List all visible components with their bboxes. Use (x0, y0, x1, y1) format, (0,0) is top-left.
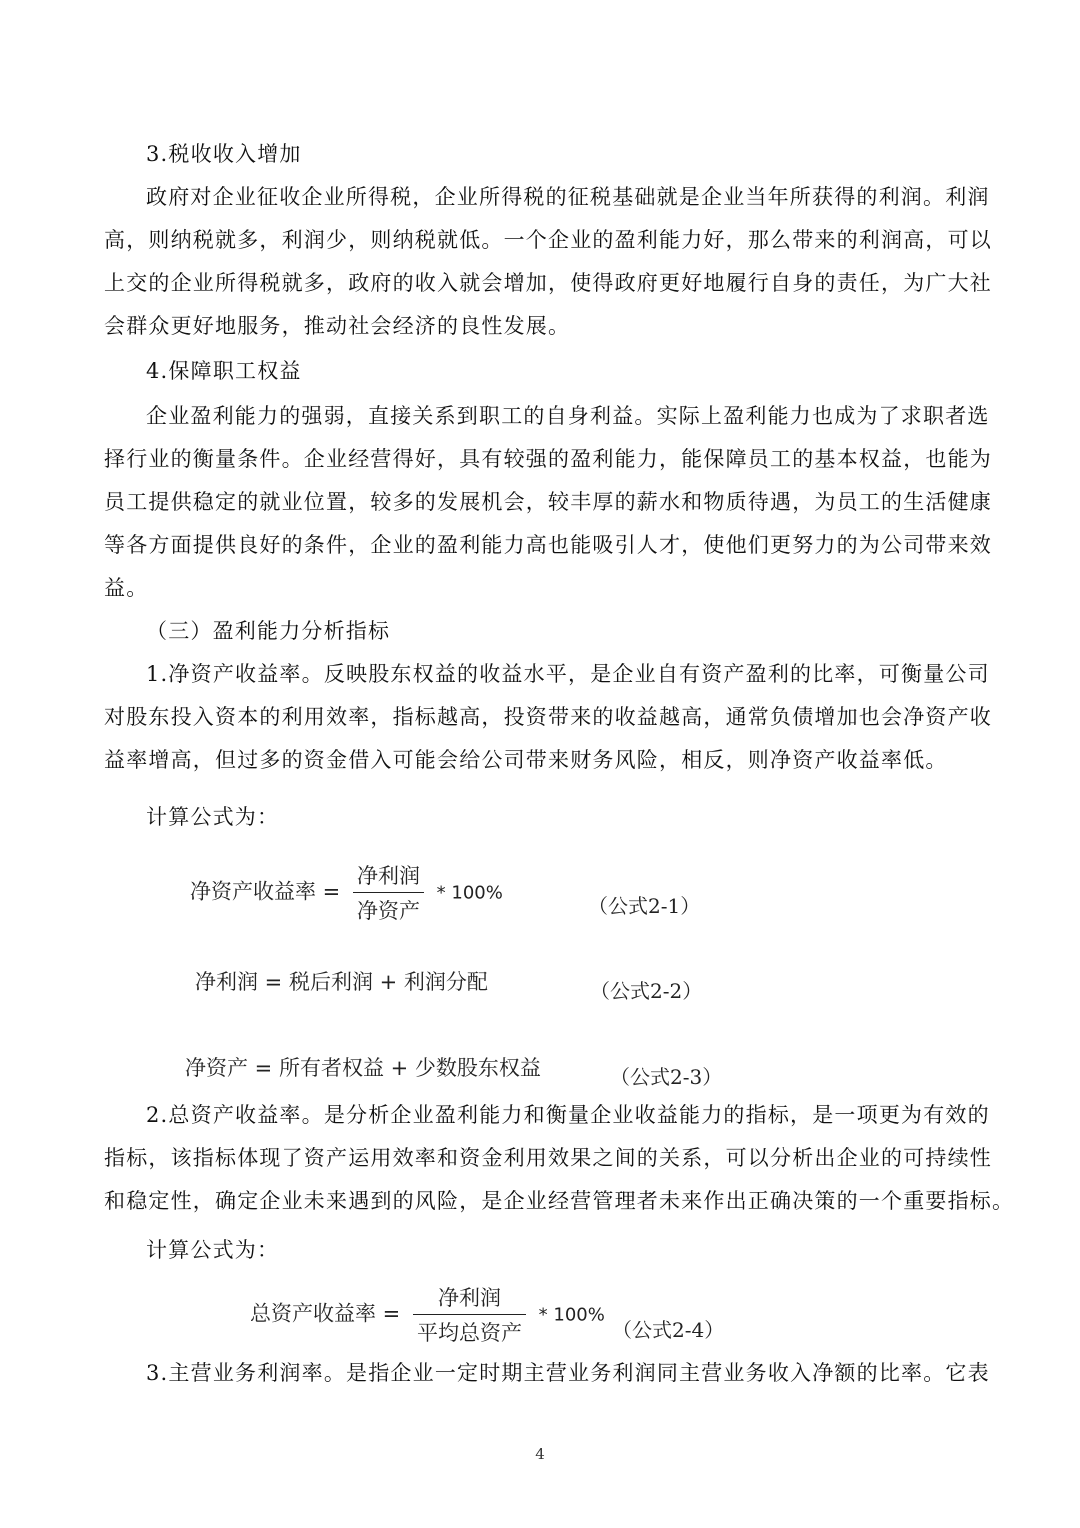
formula-intro: 计算公式为： (146, 805, 280, 829)
fraction-numerator: 净利润 (353, 860, 424, 893)
paragraph-line: 2.总资产收益率。是分析企业盈利能力和衡量企业收益能力的指标，是一项更为有效的 (146, 1103, 990, 1127)
paragraph-line: 员工提供稳定的就业位置，较多的发展机会，较丰厚的薪水和物质待遇，为员工的生活健康 (104, 490, 992, 514)
formula-net-assets: 净资产 = 所有者权益 + 少数股东权益 (185, 1056, 541, 1080)
heading-indicators: （三）盈利能力分析指标 (146, 619, 391, 643)
paragraph-line: 对股东投入资本的利用效率，指标越高，投资带来的收益越高，通常负债增加也会净资产收 (104, 705, 992, 729)
paragraph-line: 等各方面提供良好的条件，企业的盈利能力高也能吸引人才，使他们更努力的为公司带来效 (104, 533, 992, 557)
formula-tag: （公式2-2） (590, 979, 703, 1003)
formula-intro: 计算公式为： (146, 1238, 280, 1262)
paragraph-line: 高，则纳税就多，利润少，则纳税就低。一个企业的盈利能力好，那么带来的利润高，可以 (104, 228, 992, 252)
paragraph-line: 上交的企业所得税就多，政府的收入就会增加，使得政府更好地履行自身的责任，为广大社 (104, 271, 992, 295)
paragraph-line: 益率增高，但过多的资金借入可能会给公司带来财务风险，相反，则净资产收益率低。 (104, 748, 948, 772)
formula-net-profit: 净利润 = 税后利润 + 利润分配 (195, 970, 488, 994)
paragraph-line: 3.主营业务利润率。是指企业一定时期主营业务利润同主营业务收入净额的比率。它表 (146, 1361, 990, 1385)
formula-roa (250, 1282, 605, 1347)
paragraph-line: 1.净资产收益率。反映股东权益的收益水平，是企业自有资产盈利的比率，可衡量公司 (146, 662, 990, 686)
paragraph-line: 企业盈利能力的强弱，直接关系到职工的自身利益。实际上盈利能力也成为了求职者选 (146, 404, 990, 428)
formula-fraction (353, 860, 424, 925)
fraction-numerator: 净利润 (413, 1282, 526, 1315)
page-number: 4 (535, 1445, 545, 1463)
paragraph-line: 益。 (104, 576, 149, 600)
paragraph-line: 择行业的衡量条件。企业经营得好，具有较强的盈利能力，能保障员工的基本权益，也能为 (104, 447, 992, 471)
formula-tag: （公式2-3） (610, 1065, 723, 1089)
paragraph-line: 会群众更好地服务，推动社会经济的良性发展。 (104, 314, 571, 338)
formula-lhs: 总资产收益率 = (250, 1301, 401, 1326)
formula-tag: （公式2-4） (612, 1318, 725, 1342)
formula-roe (190, 860, 503, 925)
formula-fraction (413, 1282, 526, 1347)
paragraph-line: 政府对企业征收企业所得税，企业所得税的征税基础就是企业当年所获得的利润。利润 (146, 185, 990, 209)
fraction-denominator: 净资产 (356, 899, 420, 923)
heading-tax: 3.税收收入增加 (146, 142, 302, 166)
formula-rhs: * 100% (436, 882, 503, 904)
formula-tag: （公式2-1） (588, 894, 701, 918)
paragraph-line: 指标，该指标体现了资产运用效率和资金利用效果之间的关系，可以分析出企业的可持续性 (104, 1146, 992, 1170)
heading-employee: 4.保障职工权益 (146, 359, 302, 383)
formula-lhs: 净资产收益率 = (190, 879, 341, 904)
formula-rhs: * 100% (538, 1304, 605, 1326)
paragraph-line: 和稳定性，确定企业未来遇到的风险，是企业经营管理者未来作出正确决策的一个重要指标。 (104, 1189, 1015, 1213)
fraction-denominator: 平均总资产 (416, 1321, 522, 1345)
